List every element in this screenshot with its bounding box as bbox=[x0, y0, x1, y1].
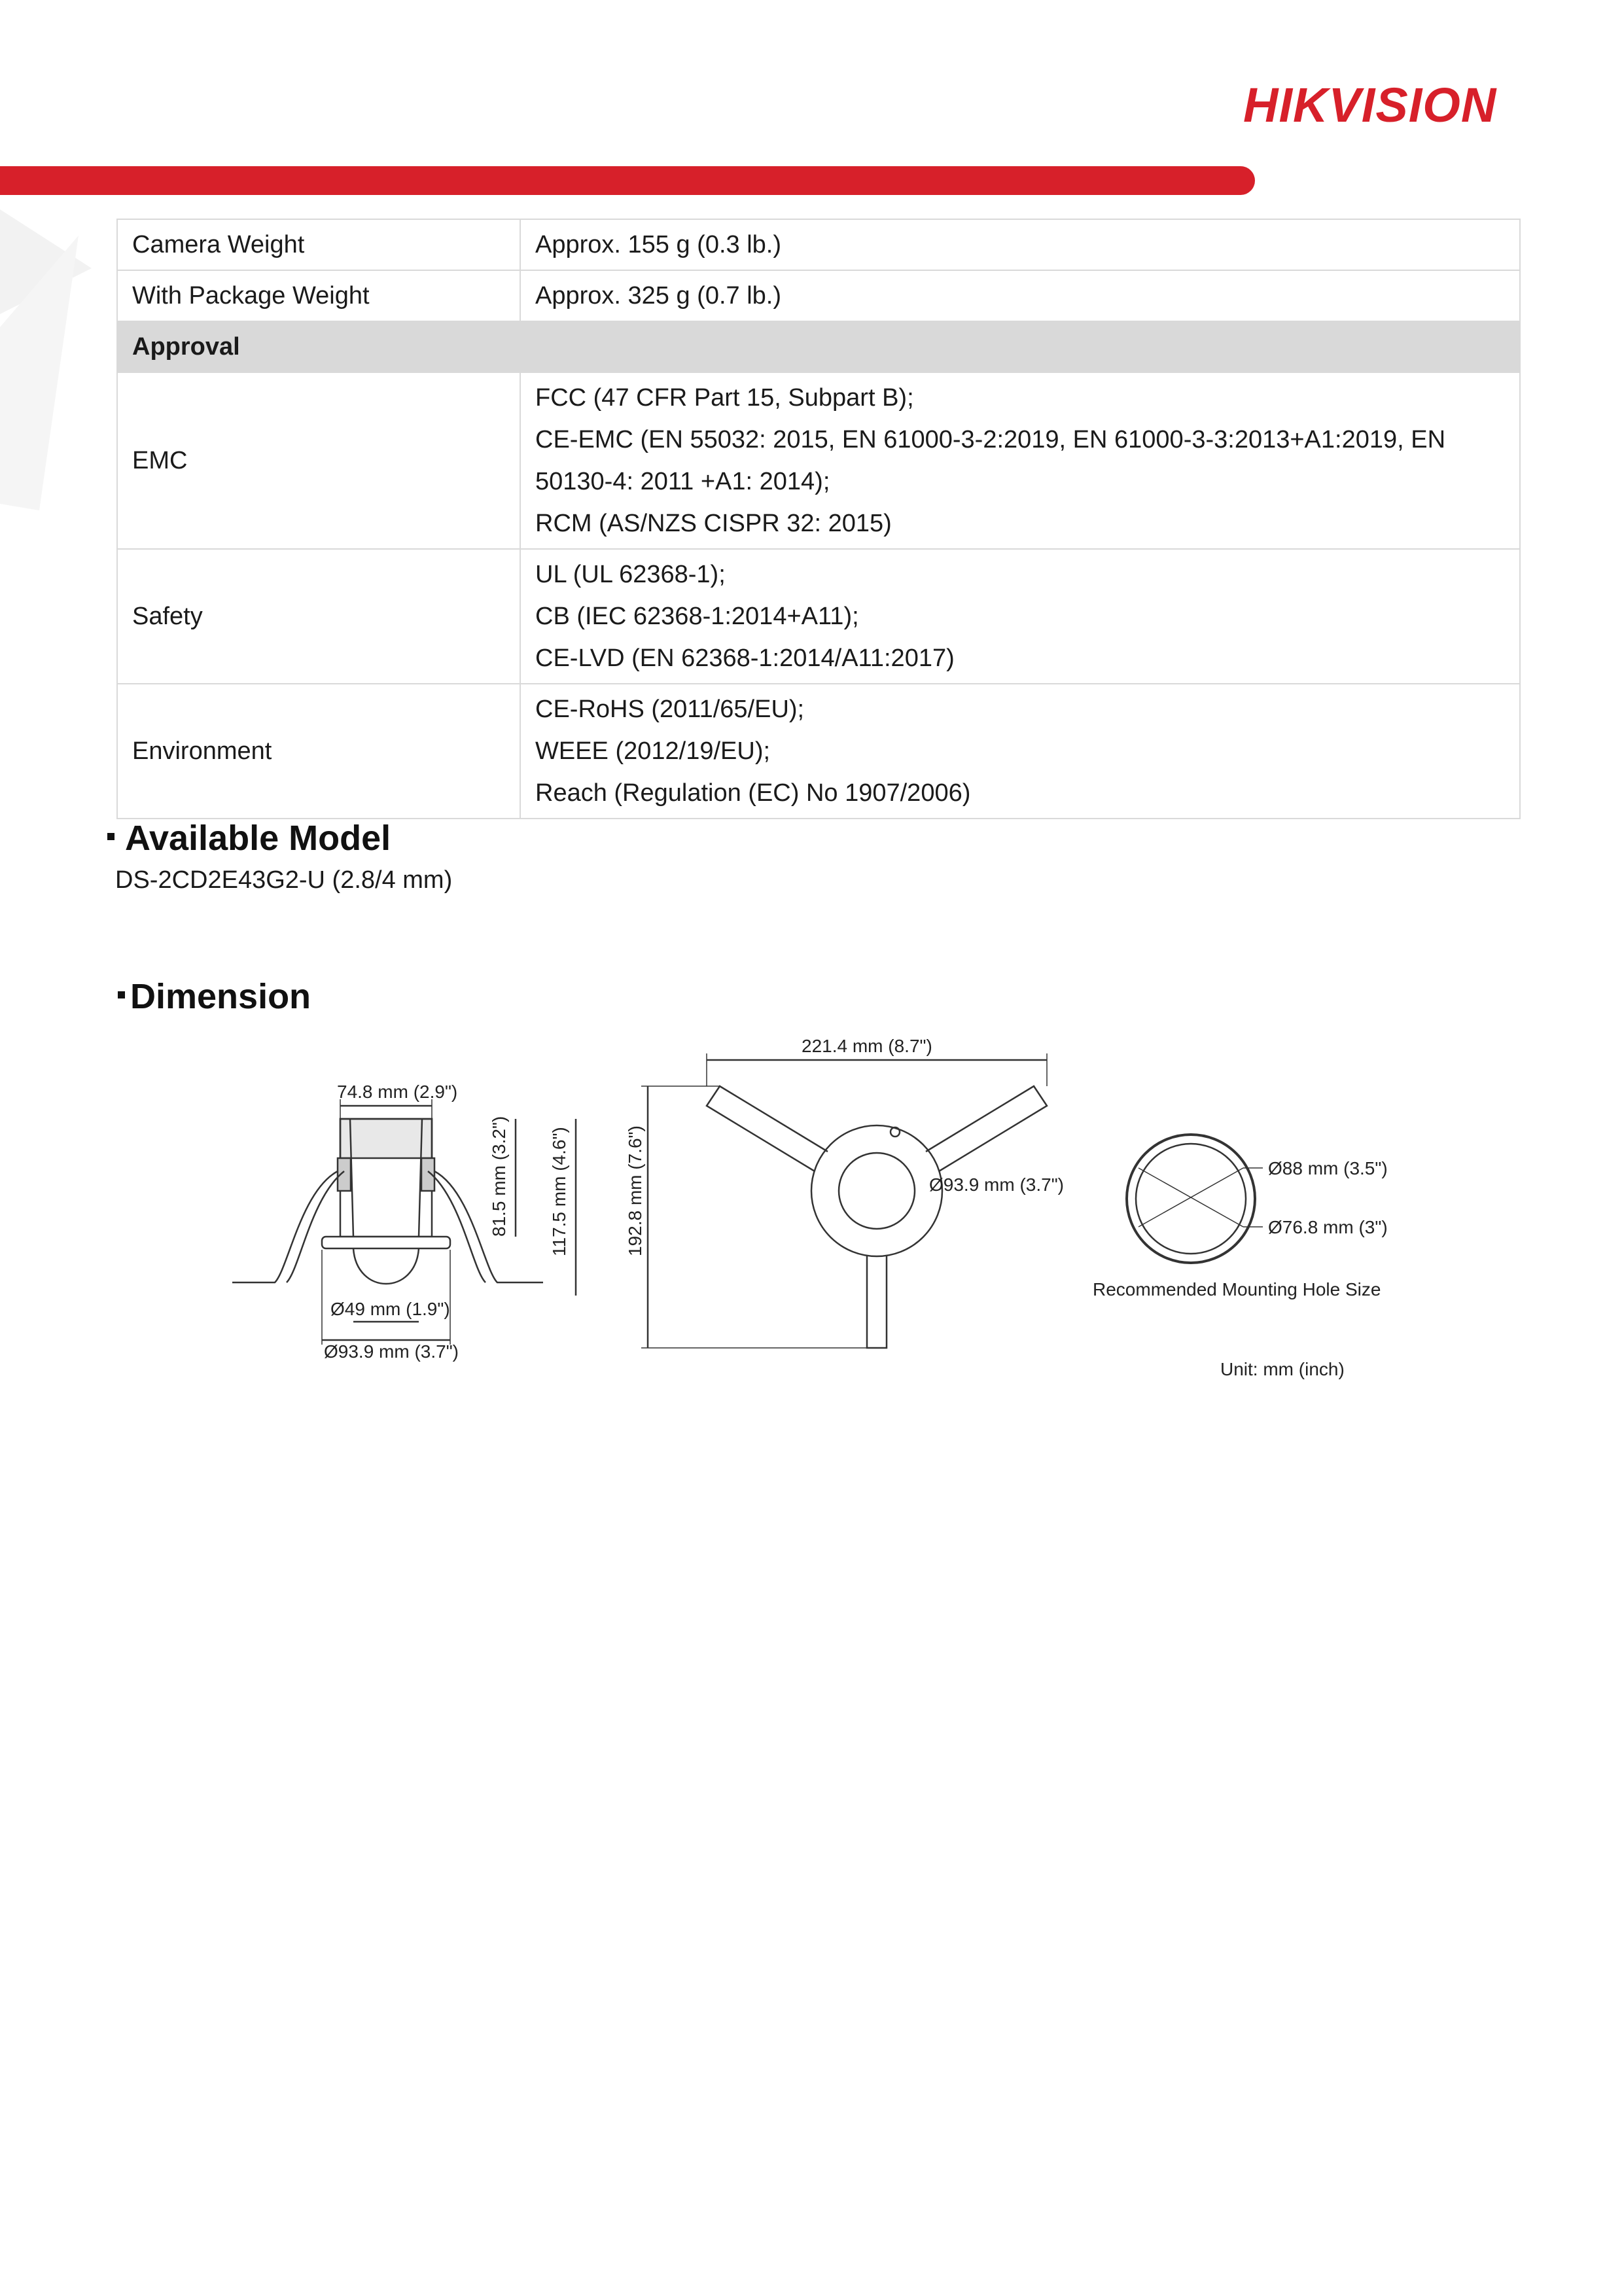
label-dia-49: Ø49 mm (1.9") bbox=[330, 1299, 450, 1319]
spec-row bbox=[117, 684, 1520, 819]
bullet-icon bbox=[118, 991, 125, 998]
label-height-117: 117.5 mm (4.6") bbox=[549, 1127, 569, 1256]
spec-row bbox=[117, 372, 1520, 549]
available-model-heading bbox=[107, 818, 391, 858]
spec-table bbox=[116, 219, 1521, 819]
spec-key: Safety bbox=[117, 549, 520, 684]
spec-value-line: CE-EMC (EN 55032: 2015, EN 61000-3-2:2019, EN 61000-3-3:2013+A1:2019, EN bbox=[535, 426, 1446, 453]
spec-key: With Package Weight bbox=[117, 270, 520, 321]
label-width-top: 74.8 mm (2.9") bbox=[337, 1082, 458, 1102]
label-height-192: 192.8 mm (7.6") bbox=[625, 1125, 645, 1256]
label-height-81: 81.5 mm (3.2") bbox=[489, 1116, 509, 1237]
spec-value bbox=[520, 270, 1520, 321]
model-number: DS-2CD2E43G2-U (2.8/4 mm) bbox=[115, 866, 453, 894]
spec-value-line: Approx. 155 g (0.3 lb.) bbox=[535, 231, 781, 258]
spec-row bbox=[117, 219, 1520, 270]
dimension-drawing bbox=[222, 1021, 1413, 1413]
label-hole-caption: Recommended Mounting Hole Size bbox=[1093, 1279, 1381, 1299]
spec-section-title: Approval bbox=[117, 321, 1520, 372]
available-model-title: Available Model bbox=[125, 819, 391, 858]
mounting-hole-drawing bbox=[1127, 1135, 1263, 1263]
spec-value bbox=[520, 549, 1520, 684]
hikvision-logo bbox=[1243, 77, 1544, 131]
spec-value-line: CE-RoHS (2011/65/EU); bbox=[535, 696, 805, 723]
spec-value-line: UL (UL 62368-1); bbox=[535, 561, 726, 588]
spec-value bbox=[520, 684, 1520, 819]
dimension-title: Dimension bbox=[130, 977, 311, 1016]
spec-table-body bbox=[117, 219, 1520, 819]
bullet-icon bbox=[107, 833, 115, 840]
spec-value-line: RCM (AS/NZS CISPR 32: 2015) bbox=[535, 510, 892, 537]
spec-key: Environment bbox=[117, 684, 520, 819]
spec-row bbox=[117, 270, 1520, 321]
spec-value-line: Approx. 325 g (0.7 lb.) bbox=[535, 282, 781, 309]
background-watermark-shape bbox=[0, 196, 98, 523]
top-view-drawing bbox=[707, 1086, 1047, 1348]
label-unit: Unit: mm (inch) bbox=[1220, 1359, 1345, 1379]
label-hole-768: Ø76.8 mm (3") bbox=[1268, 1217, 1388, 1237]
spec-value-line: CB (IEC 62368-1:2014+A11); bbox=[535, 603, 859, 630]
label-dia-939-top: Ø93.9 mm (3.7") bbox=[929, 1174, 1064, 1195]
spec-section-row bbox=[117, 321, 1520, 372]
label-hole-88: Ø88 mm (3.5") bbox=[1268, 1158, 1388, 1178]
label-width-221: 221.4 mm (8.7") bbox=[802, 1036, 932, 1056]
spec-value-line: CE-LVD (EN 62368-1:2014/A11:2017) bbox=[535, 645, 955, 672]
spec-value-line: 50130-4: 2011 +A1: 2014); bbox=[535, 468, 830, 495]
spec-value bbox=[520, 372, 1520, 549]
spec-key: Camera Weight bbox=[117, 219, 520, 270]
spec-row bbox=[117, 549, 1520, 684]
spec-value-line: FCC (47 CFR Part 15, Subpart B); bbox=[535, 384, 914, 412]
spec-value-line: WEEE (2012/19/EU); bbox=[535, 737, 771, 765]
dimension-heading bbox=[118, 976, 311, 1017]
logo-text: HIKVISION bbox=[1243, 78, 1497, 131]
label-dia-939-bottom: Ø93.9 mm (3.7") bbox=[324, 1341, 459, 1362]
header-red-bar bbox=[0, 166, 1255, 195]
spec-value bbox=[520, 219, 1520, 270]
spec-key: EMC bbox=[117, 372, 520, 549]
spec-value-line: Reach (Regulation (EC) No 1907/2006) bbox=[535, 779, 971, 807]
